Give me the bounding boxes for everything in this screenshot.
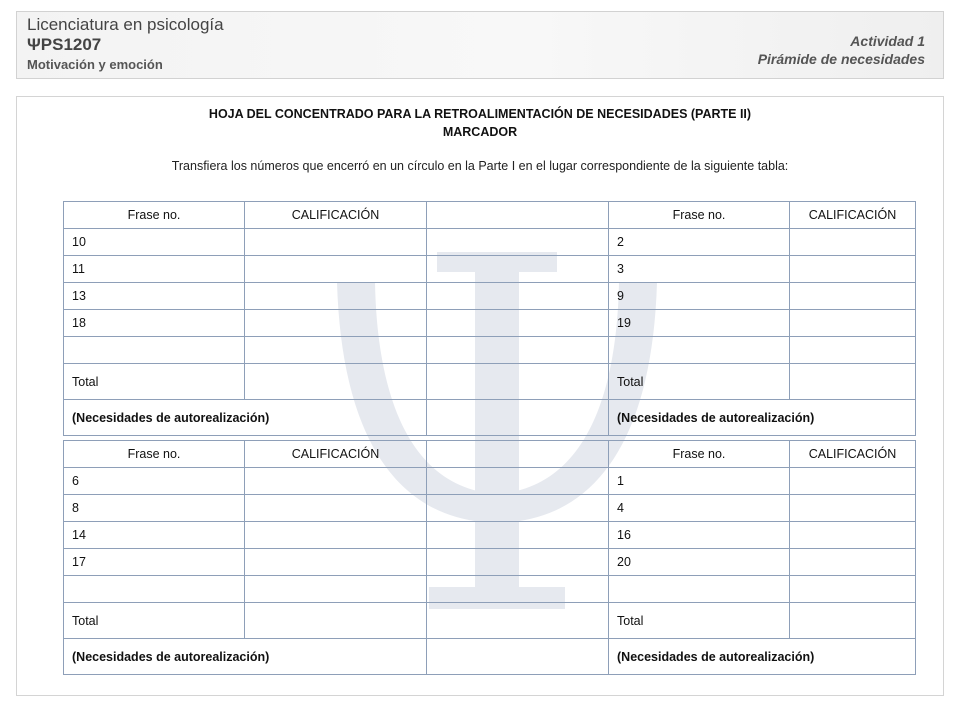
total-row xyxy=(64,603,916,639)
frase-cell: 1 xyxy=(609,468,790,495)
table-row xyxy=(64,522,916,549)
frase-cell: 13 xyxy=(64,283,245,310)
score-input-cell[interactable] xyxy=(790,283,916,310)
table-header-row xyxy=(64,441,916,468)
category-label: (Necesidades de autorealización) xyxy=(64,400,427,436)
spacer-cell xyxy=(427,603,609,639)
activity-number: Actividad 1 xyxy=(850,33,925,49)
spacer-cell xyxy=(427,337,609,364)
spacer-cell xyxy=(427,576,609,603)
frase-cell: 10 xyxy=(64,229,245,256)
activity-info xyxy=(758,32,925,68)
activity-title: Pirámide de necesidades xyxy=(757,51,925,67)
frase-cell: 4 xyxy=(609,495,790,522)
total-input-cell[interactable] xyxy=(245,603,427,639)
score-input-cell[interactable] xyxy=(245,468,427,495)
frase-cell: 6 xyxy=(64,468,245,495)
score-input-cell[interactable] xyxy=(790,576,916,603)
total-label: Total xyxy=(64,603,245,639)
frase-cell xyxy=(609,337,790,364)
frase-cell: 3 xyxy=(609,256,790,283)
instructions-text: Transfiera los números que encerró en un círculo en la Parte I en el lugar correspondiente de la siguiente tabla: xyxy=(171,159,789,173)
frase-cell: 11 xyxy=(64,256,245,283)
category-label: (Necesidades de autorealización) xyxy=(609,400,916,436)
header-calificacion-right: CALIFICACIÓN xyxy=(790,441,916,468)
spacer-cell xyxy=(427,364,609,400)
score-input-cell[interactable] xyxy=(790,229,916,256)
header-calificacion-left: CALIFICACIÓN xyxy=(245,441,427,468)
frase-cell: 19 xyxy=(609,310,790,337)
score-input-cell[interactable] xyxy=(790,522,916,549)
course-code xyxy=(27,35,224,55)
table-row xyxy=(64,310,916,337)
header-frase-right: Frase no. xyxy=(609,202,790,229)
score-table-1 xyxy=(63,201,916,436)
course-title: Licenciatura en psicología xyxy=(27,15,224,34)
score-input-cell[interactable] xyxy=(245,495,427,522)
total-label: Total xyxy=(609,364,790,400)
table-row xyxy=(64,576,916,603)
score-input-cell[interactable] xyxy=(245,337,427,364)
score-input-cell[interactable] xyxy=(790,468,916,495)
table-header-row xyxy=(64,202,916,229)
frase-cell: 9 xyxy=(609,283,790,310)
frase-cell: 18 xyxy=(64,310,245,337)
table-row xyxy=(64,283,916,310)
header-calificacion-right: CALIFICACIÓN xyxy=(790,202,916,229)
frase-cell xyxy=(609,576,790,603)
spacer-cell xyxy=(427,639,609,675)
header-frase-left: Frase no. xyxy=(64,202,245,229)
frase-cell: 16 xyxy=(609,522,790,549)
score-input-cell[interactable] xyxy=(790,256,916,283)
frase-cell: 2 xyxy=(609,229,790,256)
category-row xyxy=(64,400,916,436)
spacer-cell xyxy=(427,256,609,283)
score-input-cell[interactable] xyxy=(245,229,427,256)
total-input-cell[interactable] xyxy=(790,603,916,639)
document-title: HOJA DEL CONCENTRADO PARA LA RETROALIMENTACIÓN DE NECESIDADES (PARTE II) xyxy=(208,107,752,121)
score-input-cell[interactable] xyxy=(245,256,427,283)
spacer-cell xyxy=(427,468,609,495)
score-input-cell[interactable] xyxy=(245,549,427,576)
document-subtitle: MARCADOR xyxy=(442,125,518,139)
course-info xyxy=(27,15,224,74)
total-input-cell[interactable] xyxy=(790,364,916,400)
score-input-cell[interactable] xyxy=(245,283,427,310)
table-row xyxy=(64,495,916,522)
frase-cell xyxy=(64,337,245,364)
table-row xyxy=(64,256,916,283)
total-row xyxy=(64,364,916,400)
total-label: Total xyxy=(64,364,245,400)
score-input-cell[interactable] xyxy=(790,337,916,364)
frase-cell: 14 xyxy=(64,522,245,549)
score-table-2 xyxy=(63,440,916,675)
spacer-cell xyxy=(427,310,609,337)
course-code-text: PS1207 xyxy=(40,35,102,54)
spacer-cell xyxy=(427,549,609,576)
score-input-cell[interactable] xyxy=(245,576,427,603)
category-label: (Necesidades de autorealización) xyxy=(64,639,427,675)
category-row xyxy=(64,639,916,675)
page-header xyxy=(16,11,944,79)
spacer-cell xyxy=(427,283,609,310)
header-frase-left: Frase no. xyxy=(64,441,245,468)
course-subject: Motivación y emoción xyxy=(27,57,163,72)
header-calificacion-left: CALIFICACIÓN xyxy=(245,202,427,229)
spacer-cell xyxy=(427,229,609,256)
document-panel xyxy=(16,96,944,696)
frase-cell: 20 xyxy=(609,549,790,576)
score-input-cell[interactable] xyxy=(245,310,427,337)
table-row xyxy=(64,337,916,364)
score-input-cell[interactable] xyxy=(790,549,916,576)
psi-symbol-icon: Ψ xyxy=(27,35,41,54)
frase-cell: 17 xyxy=(64,549,245,576)
total-input-cell[interactable] xyxy=(245,364,427,400)
score-input-cell[interactable] xyxy=(790,495,916,522)
header-spacer xyxy=(427,441,609,468)
table-row xyxy=(64,549,916,576)
category-label: (Necesidades de autorealización) xyxy=(609,639,916,675)
spacer-cell xyxy=(427,400,609,436)
header-spacer xyxy=(427,202,609,229)
header-frase-right: Frase no. xyxy=(609,441,790,468)
spacer-cell xyxy=(427,495,609,522)
frase-cell xyxy=(64,576,245,603)
frase-cell: 8 xyxy=(64,495,245,522)
table-row xyxy=(64,229,916,256)
score-input-cell[interactable] xyxy=(245,522,427,549)
total-label: Total xyxy=(609,603,790,639)
score-input-cell[interactable] xyxy=(790,310,916,337)
spacer-cell xyxy=(427,522,609,549)
table-row xyxy=(64,468,916,495)
